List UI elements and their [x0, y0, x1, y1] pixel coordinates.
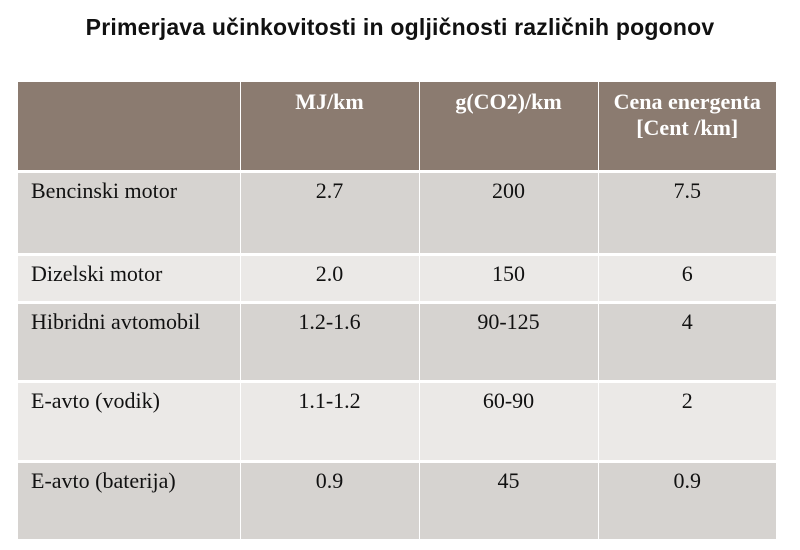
cell-mj-km: 0.9 [240, 461, 419, 540]
header-empty [18, 82, 240, 171]
table-row [18, 461, 776, 540]
table-row [18, 381, 776, 461]
cell-co2-km: 90-125 [419, 302, 598, 381]
table-row [18, 171, 776, 254]
cell-price: 6 [598, 254, 776, 302]
table-row [18, 254, 776, 302]
cell-price: 4 [598, 302, 776, 381]
cell-mj-km: 1.2-1.6 [240, 302, 419, 381]
cell-mj-km: 1.1-1.2 [240, 381, 419, 461]
header-price: Cena energenta [Cent /km] [598, 82, 776, 171]
cell-price: 2 [598, 381, 776, 461]
cell-price: 7.5 [598, 171, 776, 254]
cell-co2-km: 150 [419, 254, 598, 302]
cell-co2-km: 60-90 [419, 381, 598, 461]
row-label: E-avto (baterija) [18, 461, 240, 540]
row-label: Hibridni avtomobil [18, 302, 240, 381]
row-label: E-avto (vodik) [18, 381, 240, 461]
table-header-row [18, 82, 776, 171]
cell-price: 0.9 [598, 461, 776, 540]
cell-mj-km: 2.7 [240, 171, 419, 254]
comparison-table [18, 82, 776, 542]
cell-mj-km: 2.0 [240, 254, 419, 302]
row-label: Dizelski motor [18, 254, 240, 302]
row-label: Bencinski motor [18, 171, 240, 254]
table-row [18, 302, 776, 381]
page-title: Primerjava učinkovitosti in ogljičnosti različnih pogonov [85, 14, 715, 40]
header-co2-km: g(CO2)/km [419, 82, 598, 171]
cell-co2-km: 45 [419, 461, 598, 540]
cell-co2-km: 200 [419, 171, 598, 254]
header-mj-km: MJ/km [240, 82, 419, 171]
